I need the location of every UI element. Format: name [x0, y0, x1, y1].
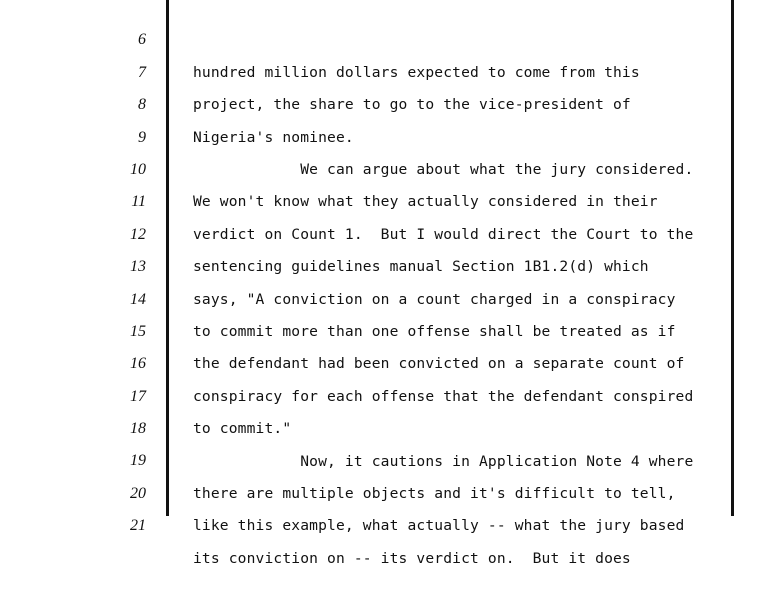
- line-text: sentencing guidelines manual Section 1B1.2(d) which: [193, 258, 649, 276]
- line-text: verdict on Count 1. But I would direct the Court to the: [193, 225, 694, 243]
- line-number: 12: [130, 225, 146, 243]
- line-text: We won't know what they actually considered in their: [193, 193, 658, 211]
- line-text: Now, it cautions in Application Note 4 where: [193, 452, 694, 470]
- line-number: 15: [130, 322, 146, 340]
- line-number: 17: [130, 387, 146, 405]
- line-number: 20: [130, 484, 146, 502]
- line-text: there are multiple objects and it's difficult to tell,: [193, 484, 676, 502]
- line-number: 18: [130, 420, 146, 438]
- line-number: 11: [131, 193, 146, 211]
- line-number: 6: [138, 31, 146, 49]
- line-number: 9: [138, 128, 146, 146]
- line-number: 14: [130, 290, 146, 308]
- line-number: 16: [130, 355, 146, 373]
- line-text: to commit.": [193, 420, 292, 438]
- line-number: 13: [130, 258, 146, 276]
- line-text: says, "A conviction on a count charged in a conspiracy: [193, 290, 676, 308]
- line-text: project, the share to go to the vice-president of: [193, 96, 631, 114]
- line-text: We can argue about what the jury considered.: [193, 160, 694, 178]
- line-text: like this example, what actually -- what the jury based: [193, 517, 685, 535]
- line-text: its conviction on -- its verdict on. But it does: [193, 549, 631, 567]
- line-text: conspiracy for each offense that the defendant conspired: [193, 387, 694, 405]
- line-number: 8: [138, 96, 146, 114]
- line-text: Nigeria's nominee.: [193, 128, 354, 146]
- line-text: hundred million dollars expected to come from this: [193, 63, 640, 81]
- line-text: to commit more than one offense shall be treated as if: [193, 322, 676, 340]
- line-number: 7: [138, 63, 146, 81]
- line-number: 19: [130, 452, 146, 470]
- transcript-line: [0, 0, 780, 81]
- line-number: 21: [130, 517, 146, 535]
- line-text: the defendant had been convicted on a separate count of: [193, 355, 685, 373]
- line-number: 10: [130, 160, 146, 178]
